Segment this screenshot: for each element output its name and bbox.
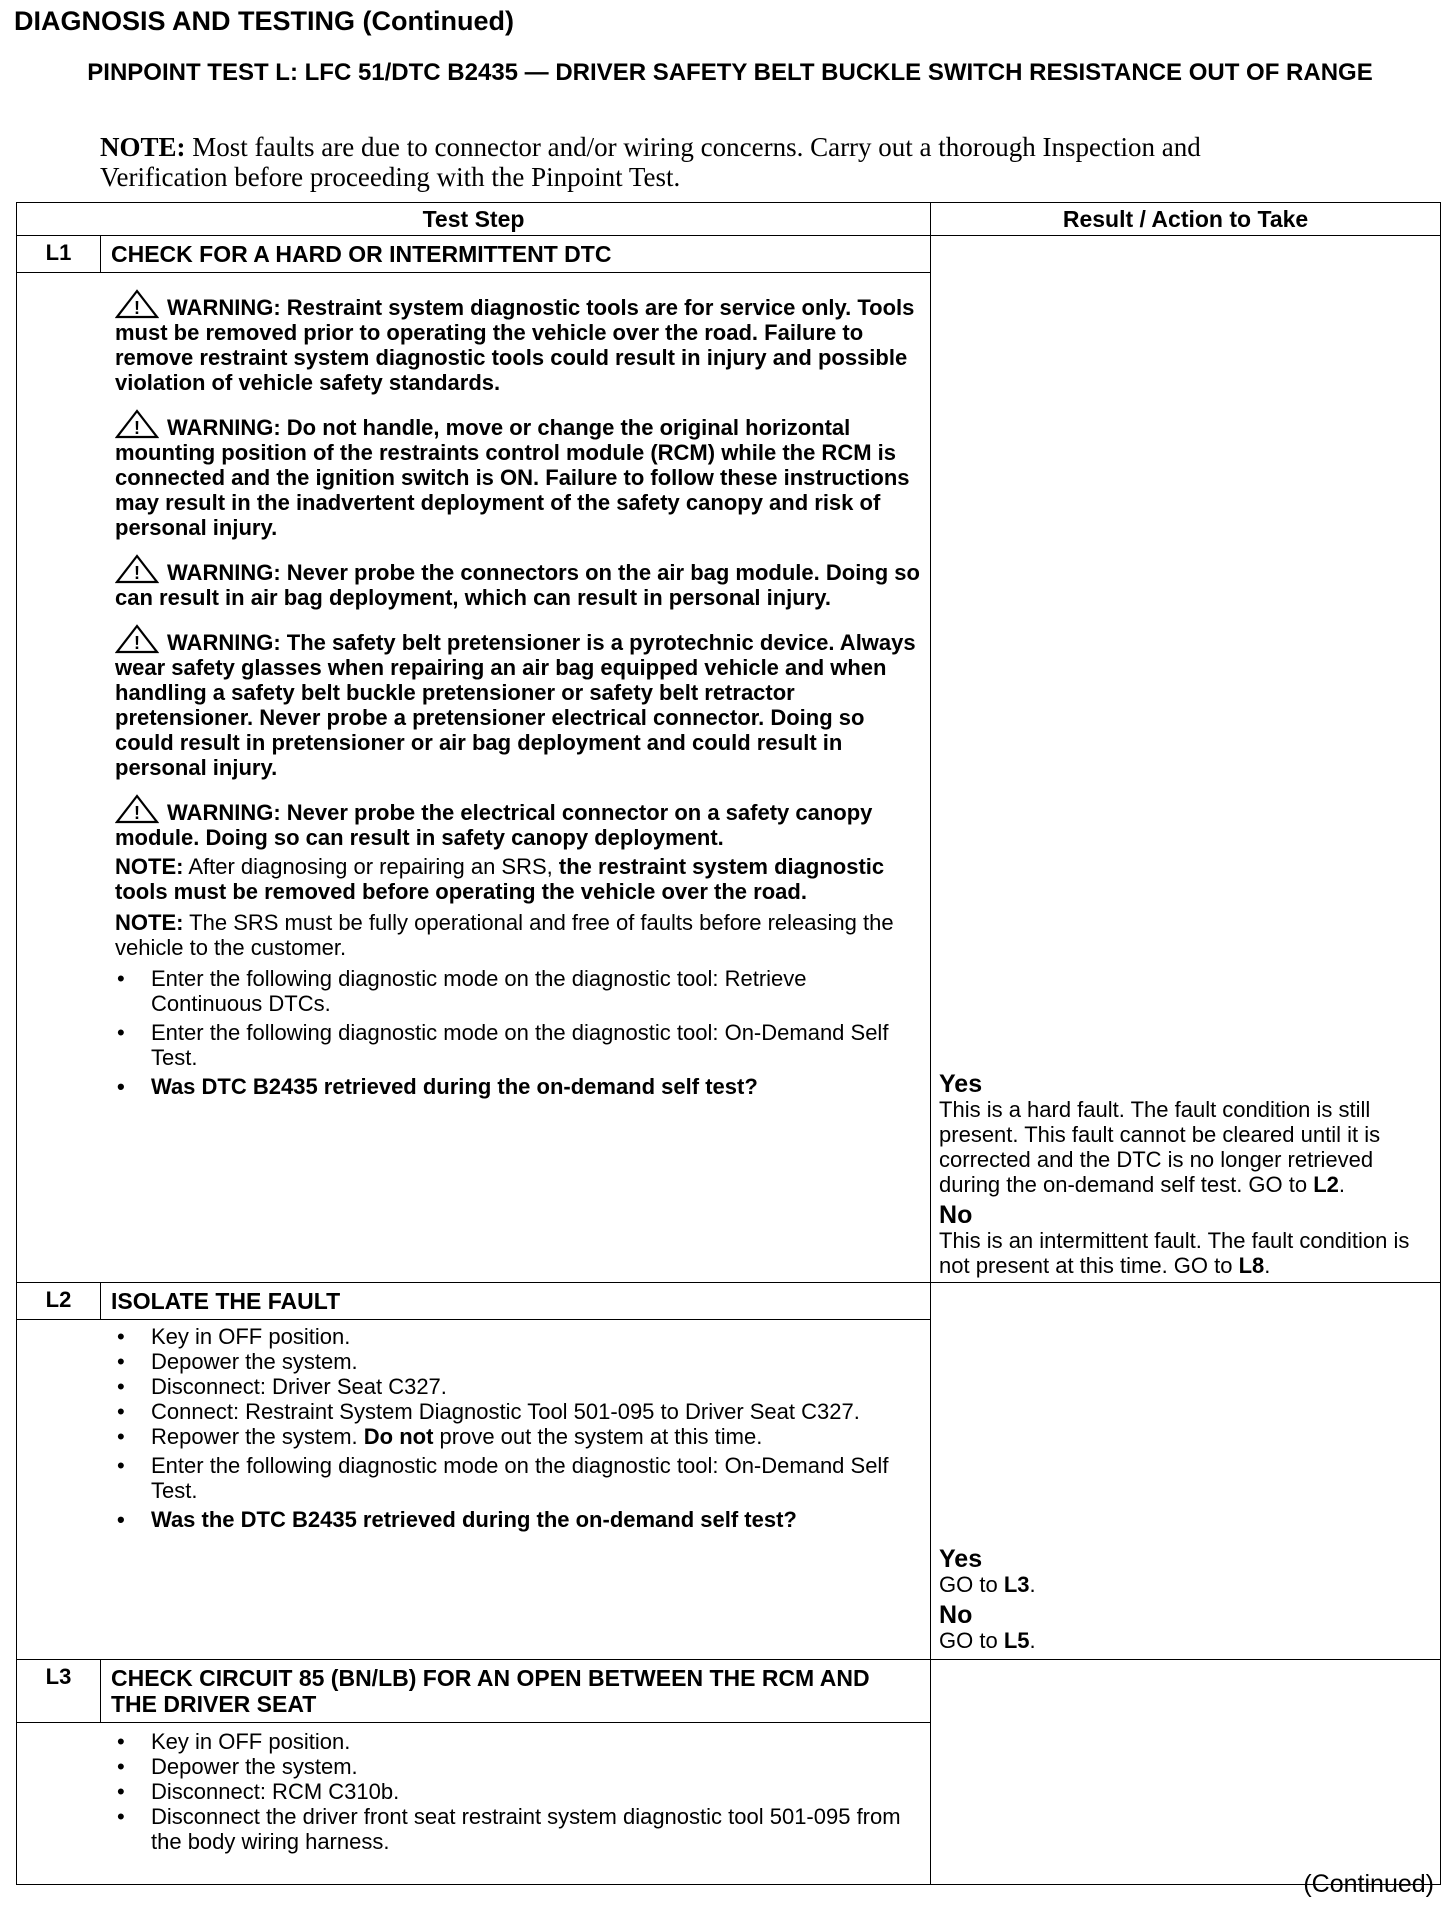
step-body-l2 [17,1320,931,1660]
warning-5: ! WARNING: Never probe the electrical connector on a safety canopy module. Doing so can result in safety canopy deployment. [115,794,920,850]
l1-step-retrieve-continuous: • Enter the following diagnostic mode on the diagnostic tool: Retrieve Continuous DTCs. [115,966,920,1016]
col-header-test-step: Test Step [17,203,931,236]
intro-note-text: Most faults are due to connector and/or wiring concerns. Carry out a thorough Inspection and Verification before proceeding with the Pinpoint Test. [100,132,1201,192]
svg-text:!: ! [134,298,140,318]
l2-step-depower: • Depower the system. [115,1349,920,1374]
result-yes-text: GO to L3. [939,1572,1036,1597]
step-title-l2: ISOLATE THE FAULT [101,1283,931,1320]
step-id-l1: L1 [17,236,101,273]
l3-step-disconnect-tool: • Disconnect the driver front seat restraint system diagnostic tool 501-095 from the body wiring harness. [115,1804,920,1854]
result-yes-label: Yes [939,1545,983,1573]
pinpoint-test-title: PINPOINT TEST L: LFC 51/DTC B2435 — DRIVER SAFETY BELT BUCKLE SWITCH RESISTANCE OUT OF RANGE [87,59,1373,86]
l2-step-disconnect: • Disconnect: Driver Seat C327. [115,1374,920,1399]
svg-text:!: ! [134,563,140,583]
result-l3 [931,1660,1441,1885]
intro-note [100,132,1250,192]
note-srs-operational: NOTE: The SRS must be fully operational and free of faults before releasing the vehicle to the customer. [115,910,894,960]
l2-step-repower: • Repower the system. Do not prove out the system at this time. [115,1424,920,1449]
l3-step-disconnect-rcm: • Disconnect: RCM C310b. [115,1779,920,1804]
step-body-l1 [17,273,931,1283]
warning-4: ! WARNING: The safety belt pretensioner is a pyrotechnic device. Always wear safety glasses when repairing an air bag equipped vehicle and when handling a safety belt buckle pretensioner or safety belt retractor pretensioner. Never probe a pretensioner electrical connector. Doing so could result in pretensioner or air bag deployment and could result in personal injury. [115,624,920,780]
l1-step-on-demand: • Enter the following diagnostic mode on the diagnostic tool: On-Demand Self Test. [115,1020,920,1070]
step-body-l3 [17,1723,931,1885]
result-no-label: No [939,1601,973,1629]
result-l1 [931,236,1441,1283]
col-header-result: Result / Action to Take [931,203,1441,236]
l2-question: • Was the DTC B2435 retrieved during the on-demand self test? [115,1507,920,1532]
l1-question: • Was DTC B2435 retrieved during the on-demand self test? [115,1074,920,1099]
warning-2: ! WARNING: Do not handle, move or change the original horizontal mounting position of the restraints control module (RCM) while the RCM is connected and the ignition switch is ON. Failure to follow these instructions may result in the inadvertent deployment of the safety canopy and risk of personal injury. [115,409,920,540]
l3-step-key-off: • Key in OFF position. [115,1729,920,1754]
result-l2 [931,1283,1441,1660]
warning-triangle-icon [115,289,167,320]
l3-step-depower: • Depower the system. [115,1754,920,1779]
svg-text:!: ! [134,418,140,438]
warning-triangle-icon [115,409,167,440]
warning-triangle-icon [115,794,167,825]
warning-triangle-icon [115,624,167,655]
note-srs-tools: NOTE: After diagnosing or repairing an SRS, the restraint system diagnostic tools must be removed before operating the vehicle over the road. [115,854,885,904]
warning-1: ! WARNING: Restraint system diagnostic tools are for service only. Tools must be removed prior to operating the vehicle over the road. Failure to remove restraint system diagnostic tools could result in injury and possible violation of vehicle safety standards. [115,289,920,395]
svg-text:!: ! [134,803,140,823]
l2-step-connect-tool: • Connect: Restraint System Diagnostic Tool 501-095 to Driver Seat C327. [115,1399,920,1424]
pinpoint-test-table [16,202,1441,1885]
step-title-l1: CHECK FOR A HARD OR INTERMITTENT DTC [101,236,931,273]
warning-triangle-icon [115,554,167,585]
step-id-l3: L3 [17,1660,101,1723]
continued-label: (Continued) [1303,1870,1434,1898]
intro-note-label: NOTE: [100,132,186,162]
result-yes-text: This is a hard fault. The fault condition is still present. This fault cannot be cleared until it is corrected and the DTC is no longer retrieved during the on-demand self test. GO to L2. [939,1097,1381,1197]
l2-step-on-demand: • Enter the following diagnostic mode on the diagnostic tool: On-Demand Self Test. [115,1453,920,1503]
step-id-l2: L2 [17,1283,101,1320]
result-no-label: No [939,1201,973,1229]
result-no-text: This is an intermittent fault. The fault condition is not present at this time. GO to L8. [939,1228,1410,1278]
l2-step-key-off: • Key in OFF position. [115,1324,920,1349]
result-yes-label: Yes [939,1070,983,1098]
result-no-text: GO to L5. [939,1628,1036,1653]
page-header: DIAGNOSIS AND TESTING (Continued) [14,6,514,36]
step-title-l3: CHECK CIRCUIT 85 (BN/LB) FOR AN OPEN BETWEEN THE RCM AND THE DRIVER SEAT [101,1660,931,1723]
svg-text:!: ! [134,633,140,653]
warning-3: ! WARNING: Never probe the connectors on the air bag module. Doing so can result in air bag deployment, which can result in personal injury. [115,554,920,610]
